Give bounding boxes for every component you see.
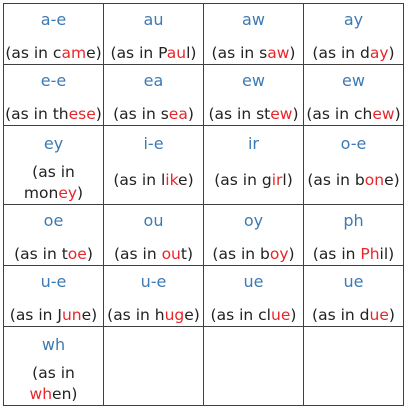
highlighted-letters: ey	[58, 184, 78, 202]
highlighted-letters: Ph	[360, 245, 380, 263]
grid-cell	[104, 266, 204, 327]
sound-label: ir	[247, 134, 260, 153]
example-word: (as in chew)	[306, 105, 401, 123]
grid-cell	[4, 65, 104, 126]
sound-label: ue	[243, 272, 264, 291]
grid-cell	[104, 126, 204, 205]
example-word: (as in due)	[312, 306, 395, 324]
example-word: (as in stew)	[208, 105, 299, 123]
sound-label: ea	[143, 71, 164, 90]
example-word: (as in day)	[312, 44, 395, 62]
example-word: (as in saw)	[211, 44, 296, 62]
grid-cell	[304, 266, 404, 327]
example-word: (as in bone)	[307, 171, 400, 189]
grid-cell	[4, 327, 104, 406]
sound-label: ph	[343, 211, 364, 230]
sound-label: u-e	[40, 272, 67, 291]
sound-label: oy	[243, 211, 264, 230]
highlighted-letters: ew	[270, 105, 293, 123]
table-row	[4, 327, 404, 406]
highlighted-letters: ir	[271, 171, 283, 189]
empty-cell	[104, 327, 204, 406]
example-word: (as in these)	[5, 105, 102, 123]
sound-label: wh	[41, 335, 66, 354]
highlighted-letters: ew	[372, 105, 395, 123]
highlighted-letters: wh	[29, 385, 53, 403]
highlighted-letters: oy	[269, 245, 289, 263]
example-word: (as in when)	[29, 364, 78, 403]
sound-label: ew	[342, 71, 365, 90]
table-row	[4, 126, 404, 205]
example-word: (as in sea)	[113, 105, 194, 123]
example-word: (as in huge)	[107, 306, 200, 324]
highlighted-letters: ou	[161, 245, 181, 263]
example-word: (as in girl)	[214, 171, 293, 189]
example-word: (as in like)	[113, 171, 194, 189]
grid-cell	[204, 65, 304, 126]
grid-cell	[304, 205, 404, 266]
highlighted-letters: au	[166, 44, 187, 62]
grid-cell	[4, 126, 104, 205]
sound-label: a-e	[40, 10, 67, 29]
sound-label: e-e	[40, 71, 67, 90]
table-row	[4, 65, 404, 126]
sound-label: ey	[43, 134, 64, 153]
table-row	[4, 266, 404, 327]
highlighted-letters: am	[61, 44, 87, 62]
sound-label: ay	[343, 10, 364, 29]
example-word: (as in June)	[9, 306, 98, 324]
grid-cell	[204, 266, 304, 327]
sound-label: i-e	[143, 134, 164, 153]
example-word: (as in Paul)	[110, 44, 197, 62]
grid-cell	[4, 266, 104, 327]
highlighted-letters: ea	[168, 105, 188, 123]
example-word: (as in Phil)	[312, 245, 395, 263]
grid-cell	[104, 65, 204, 126]
sound-label: au	[143, 10, 164, 29]
empty-cell	[304, 327, 404, 406]
highlighted-letters: on	[364, 171, 385, 189]
sound-label: ew	[242, 71, 265, 90]
highlighted-letters: oe	[67, 245, 87, 263]
grid-cell	[204, 126, 304, 205]
highlighted-letters: aw	[267, 44, 290, 62]
grid-cell	[204, 4, 304, 65]
sound-label: aw	[242, 10, 265, 29]
example-word: (as in came)	[5, 44, 102, 62]
highlighted-letters: ue	[271, 306, 291, 324]
grid-cell	[4, 4, 104, 65]
phonics-grid	[3, 3, 404, 406]
table-row	[4, 4, 404, 65]
grid-cell	[4, 205, 104, 266]
grid-cell	[104, 4, 204, 65]
sound-label: ue	[343, 272, 364, 291]
highlighted-letters: ese	[68, 105, 96, 123]
highlighted-letters: ay	[369, 44, 389, 62]
example-word: (as in out)	[113, 245, 194, 263]
example-word: (as in boy)	[212, 245, 295, 263]
grid-cell	[304, 65, 404, 126]
grid-cell	[104, 205, 204, 266]
highlighted-letters: ue	[369, 306, 389, 324]
sound-label: o-e	[340, 134, 367, 153]
sound-label: ou	[143, 211, 164, 230]
highlighted-letters: ik	[165, 171, 179, 189]
grid-cell	[304, 126, 404, 205]
example-word: (as in toe)	[14, 245, 93, 263]
grid-cell	[204, 205, 304, 266]
highlighted-letters: ug	[164, 306, 185, 324]
grid-cell	[304, 4, 404, 65]
table-row	[4, 205, 404, 266]
sound-label: u-e	[140, 272, 167, 291]
empty-cell	[204, 327, 304, 406]
example-word: (as in clue)	[210, 306, 297, 324]
example-word: (as in money)	[23, 163, 84, 202]
highlighted-letters: un	[61, 306, 82, 324]
sound-label: oe	[43, 211, 64, 230]
